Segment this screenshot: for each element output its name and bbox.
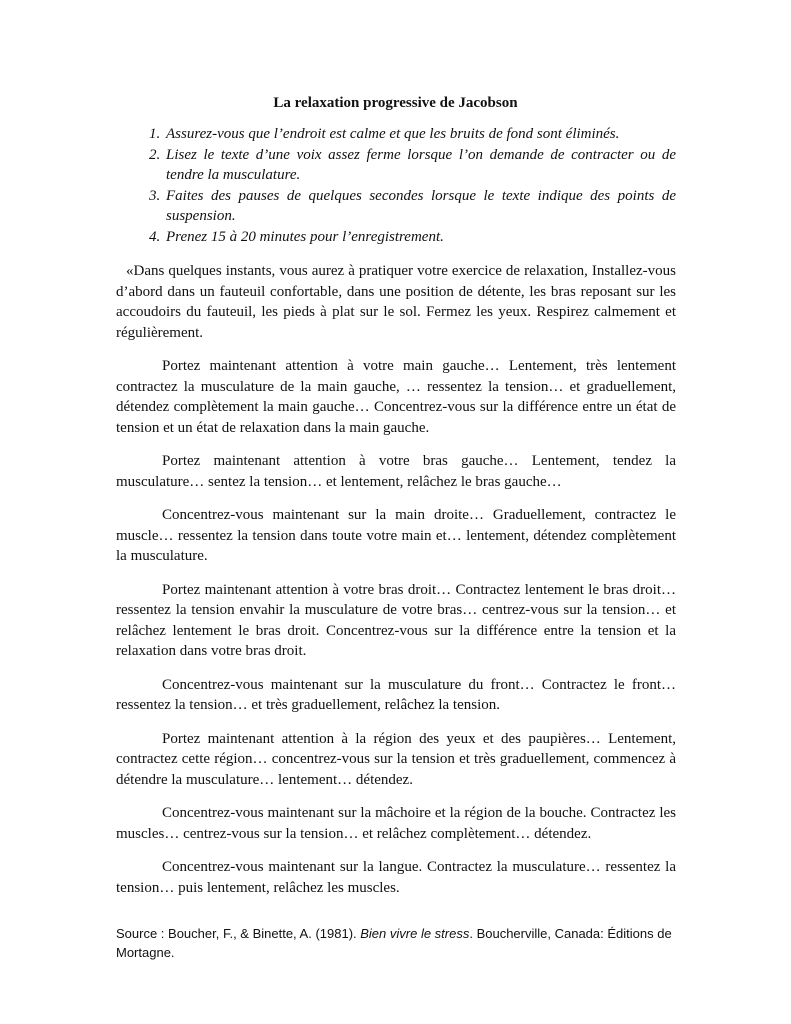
document-title: La relaxation progressive de Jacobson [273, 95, 518, 111]
source-prefix: Source : Boucher, F., & Binette, A. (1981). [116, 926, 361, 941]
paragraph-forehead: Concentrez-vous maintenant sur la musculature du front… Contractez le front… ressentez la tension… et très graduellement, relâchez la tension. [116, 676, 676, 713]
paragraph-intro: «Dans quelques instants, vous aurez à pratiquer votre exercice de relaxation, Installez-vous d’abord dans un fauteuil confortable, dans une position de détente, les bras reposant sur les accoudoirs du fauteuil, les pieds à plat sur le sol. Fermez les yeux. Respirez calmement et régulièrement. [116, 263, 676, 341]
instructions-list [116, 124, 676, 247]
instruction-item: 3. Faites des pauses de quelques secondes lorsque le texte indique des points de suspension. [164, 186, 676, 227]
source-citation [116, 924, 676, 962]
paragraph-eyes: Portez maintenant attention à la région des yeux et des paupières… Lentement, contractez cette région… concentrez-vous sur la tension et très graduellement, commencez à détendre la musculature… lentement… détendez. [116, 730, 676, 788]
source-book-title: Bien vivre le stress [360, 926, 470, 941]
instruction-item: 4. Prenez 15 à 20 minutes pour l’enregistrement. [164, 227, 676, 248]
paragraph-right-arm: Portez maintenant attention à votre bras droit… Contractez lentement le bras droit… ressentez la tension envahir la musculature de votre bras… centrez-vous sur la tension… et relâchez lentement le bras droit. Concentrez-vous sur la différence entre la tension et la relaxation dans votre bras droit. [116, 581, 676, 659]
paragraph-tongue: Concentrez-vous maintenant sur la langue. Contractez la musculature… ressentez la tension… puis lentement, relâchez les muscles. [116, 859, 676, 896]
paragraph-left-hand: Portez maintenant attention à votre main gauche… Lentement, très lentement contractez la musculature de la main gauche, … ressentez la tension… et graduellement, détendez complètement la main gauche… Concentrez-vous sur la différence entre un état de tension et un état de relaxation dans la main gauche. [116, 358, 676, 436]
source-suffix: . Boucherville, Canada: Éditions de Mortagne. [116, 926, 672, 960]
paragraph-right-hand: Concentrez-vous maintenant sur la main droite… Graduellement, contractez le muscle… ressentez la tension dans toute votre main et… lentement, détendez complètement la musculature. [116, 507, 676, 564]
paragraph-left-arm: Portez maintenant attention à votre bras gauche… Lentement, tendez la musculature… sentez la tension… et lentement, relâchez le bras gauche… [116, 453, 676, 490]
relaxation-script [116, 261, 676, 911]
instruction-item: 1. Assurez-vous que l’endroit est calme et que les bruits de fond sont éliminés. [164, 124, 676, 145]
paragraph-jaw: Concentrez-vous maintenant sur la mâchoire et la région de la bouche. Contractez les muscles… centrez-vous sur la tension… et relâchez complètement… détendez. [116, 805, 676, 842]
instruction-item: 2. Lisez le texte d’une voix assez ferme lorsque l’on demande de contracter ou de tendre la musculature. [164, 145, 676, 186]
